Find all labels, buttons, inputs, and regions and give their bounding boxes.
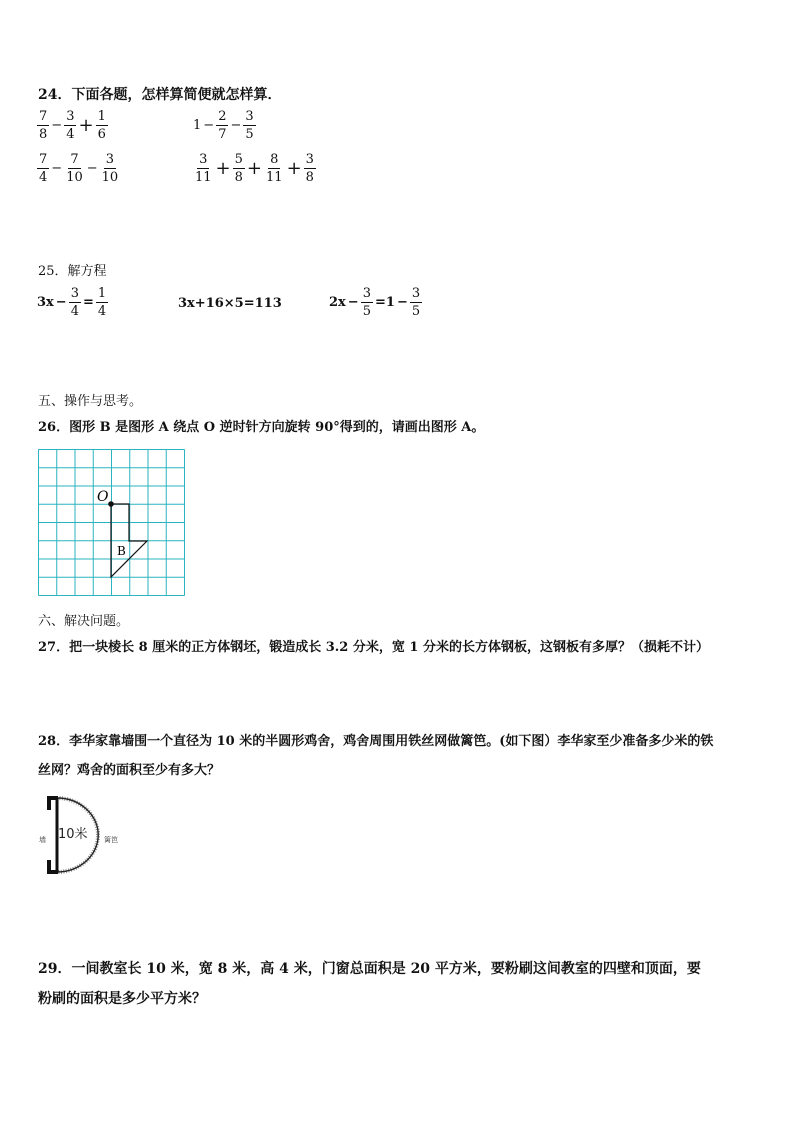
operator: + — [246, 158, 263, 179]
fraction: $\frac{7}{4}$ — [39, 152, 48, 185]
operator: − — [230, 118, 242, 133]
q29-text-line-2: 粉刷的面积是多少平方米？ — [38, 991, 206, 1007]
operator: − — [86, 161, 98, 176]
shape-b-label: B — [117, 544, 126, 558]
q26-grid-figure — [38, 449, 185, 596]
section-6-heading: 六、解决问题。 — [38, 614, 130, 629]
semicircle-coop-figure — [38, 794, 138, 876]
fraction: $\frac{3}{8}$ — [305, 152, 314, 185]
fraction: $\frac{3}{5}$ — [411, 286, 421, 319]
fraction: $\frac{1}{4}$ — [97, 286, 107, 319]
operator: − — [55, 295, 67, 310]
point-o — [108, 501, 114, 507]
fraction: $\frac{3}{4}$ — [66, 109, 75, 142]
fence-label: 篱笆 — [104, 836, 118, 844]
operator: − — [203, 118, 215, 133]
operator: − — [396, 295, 408, 310]
coop-svg — [38, 794, 138, 876]
operator: − — [51, 118, 63, 133]
wall-label: 墙 — [39, 836, 46, 844]
section-5-heading: 五、操作与思考。 — [38, 394, 143, 409]
fraction: $\frac{8}{11}$ — [266, 152, 283, 185]
q25-title: 25．解方程 — [38, 264, 107, 279]
q24-title: 24．下面各题，怎样算简便就怎样算． — [38, 87, 282, 103]
operator: − — [51, 161, 63, 176]
q24-expression-1 — [36, 110, 109, 141]
term: =1 — [374, 295, 395, 310]
q28-text-line-2: 丝网？鸡舍的面积至少有多大？ — [38, 763, 221, 778]
fraction: $\frac{5}{8}$ — [234, 152, 243, 185]
q29-text-line-1: 29．一间教室长 10 米，宽 8 米，高 4 米，门窗总面积是 20 平方米，要粉刷这间教室的四壁和顶面，要 — [38, 961, 701, 977]
fraction: $\frac{3}{5}$ — [362, 286, 371, 319]
q24-expression-2 — [192, 110, 257, 141]
q25-equation-2: 3x+16×5=113 — [178, 296, 282, 311]
q24-expression-4 — [192, 153, 317, 184]
grid-svg — [38, 449, 185, 596]
q24-expression-3 — [36, 153, 121, 184]
q28-text-line-1: 28．李华家靠墙围一个直径为 10 米的半圆形鸡舍，鸡舍周围用铁丝网做篱笆。(如下图）李华家至少准备多少米的铁 — [38, 734, 714, 749]
term: 2x — [329, 295, 346, 310]
q25-equation-1 — [36, 287, 109, 318]
fraction: $\frac{2}{7}$ — [218, 109, 227, 142]
fraction: $\frac{3}{5}$ — [245, 109, 254, 142]
operator: + — [78, 115, 94, 136]
q25-equation-3 — [328, 287, 423, 318]
fraction: $\frac{7}{8}$ — [39, 109, 48, 142]
diameter-label: 10米 — [58, 827, 88, 842]
q26-text: 26．图形 B 是图形 A 绕点 O 逆时针方向旋转 90°得到的，请画出图形 A。 — [38, 420, 485, 435]
fraction: $\frac{1}{6}$ — [97, 109, 106, 142]
fraction: $\frac{3}{10}$ — [101, 152, 119, 185]
operator: + — [286, 158, 302, 179]
point-o-label: O — [97, 489, 109, 505]
operator: + — [215, 158, 231, 179]
term: 3x — [37, 295, 54, 310]
number: 1 — [193, 118, 202, 133]
operator: − — [347, 295, 359, 310]
fraction: $\frac{7}{10}$ — [66, 152, 83, 185]
fraction: $\frac{3}{4}$ — [70, 286, 79, 319]
operator: = — [82, 295, 94, 310]
fraction: $\frac{3}{11}$ — [195, 152, 212, 185]
q27-text: 27．把一块棱长 8 厘米的正方体钢坯，锻造成长 3.2 分米，宽 1 分米的长方体钢板，这钢板有多厚？（损耗不计） — [38, 640, 709, 655]
